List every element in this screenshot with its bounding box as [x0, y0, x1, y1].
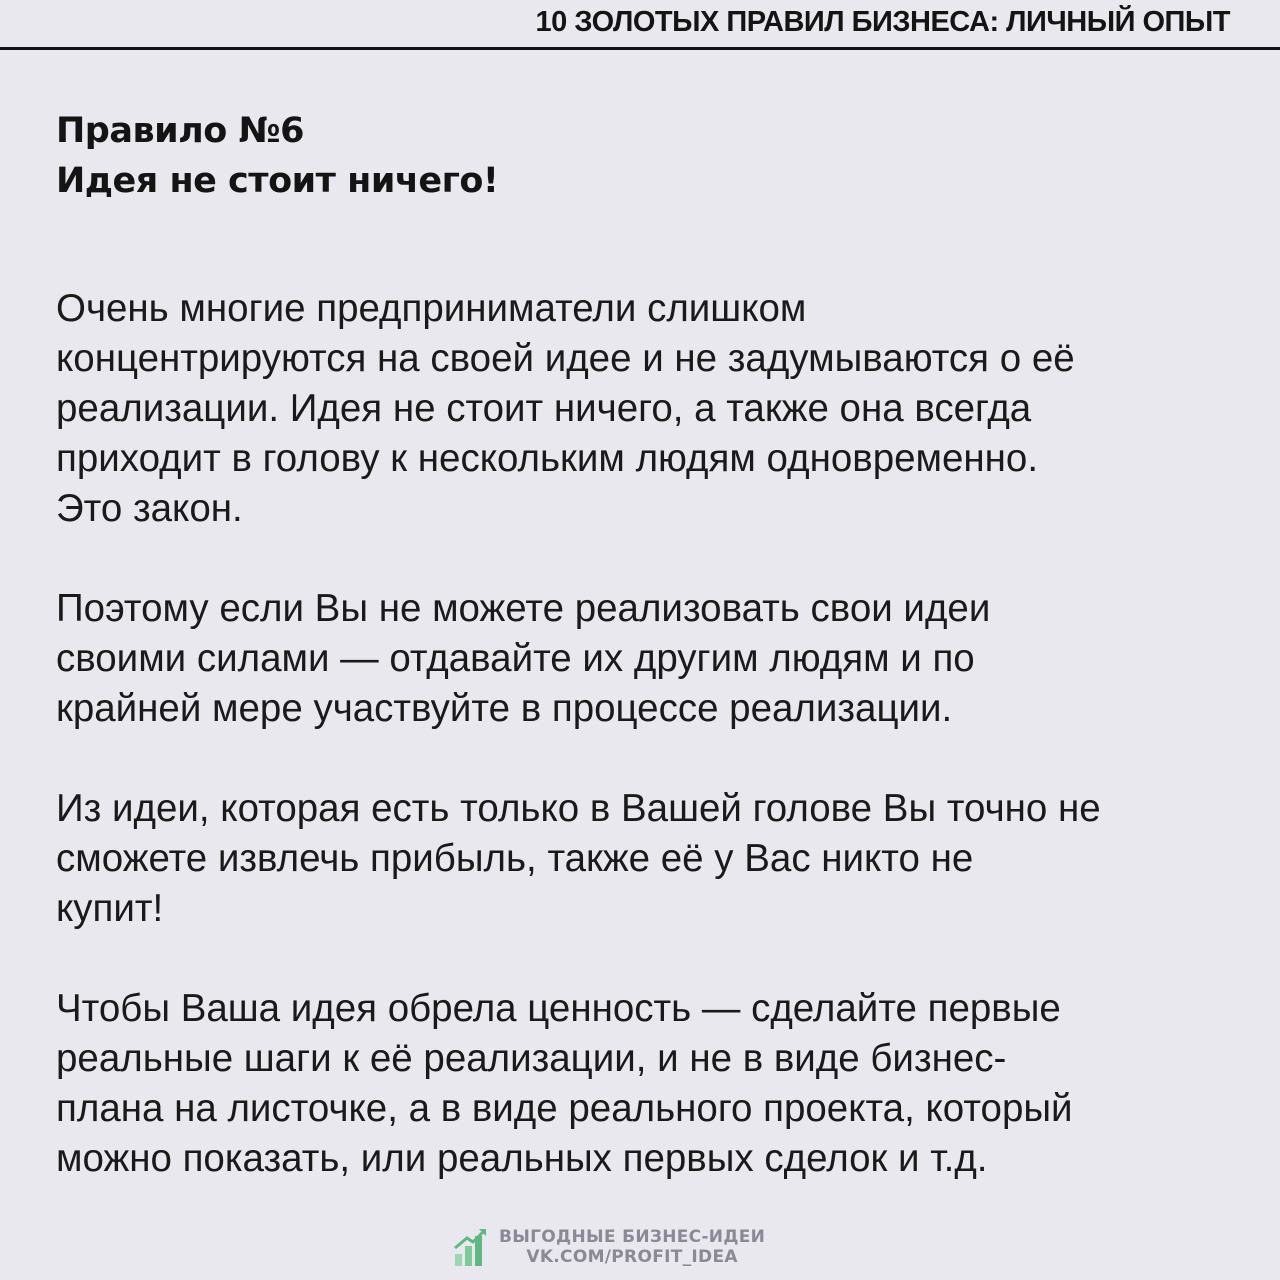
rule-number: Правило №6	[56, 111, 304, 151]
rule-title: Идея не стоит ничего!	[56, 161, 499, 201]
footer-brand	[453, 1226, 765, 1268]
footer-link[interactable]: VK.COM/PROFIT_IDEA	[526, 1247, 738, 1267]
growth-chart-icon	[453, 1226, 489, 1268]
footer-brand-name: ВЫГОДНЫЕ БИЗНЕС-ИДЕИ	[499, 1227, 766, 1247]
footer-text	[499, 1227, 765, 1267]
body-text	[56, 284, 1236, 1184]
paragraph-4: Чтобы Ваша идея обрела ценность — сделайте первые реальные шаги к её реализации, и не в виде бизнес- плана на листочке, а в виде реального проекта, который можно показать, или реальных первых сделок и т.д.	[56, 987, 1073, 1180]
paragraph-3: Из идеи, которая есть только в Вашей голове Вы точно не сможете извлечь прибыль, также её у Вас никто не купит!	[56, 787, 1101, 930]
paragraph-2: Поэтому если Вы не можете реализовать свои идеи своими силами — отдавайте их другим людям и по крайней мере участвуйте в процессе реализации.	[56, 587, 991, 730]
main-content	[56, 106, 1236, 1234]
header-title: 10 ЗОЛОТЫХ ПРАВИЛ БИЗНЕСА: ЛИЧНЫЙ ОПЫТ	[535, 6, 1230, 38]
paragraph-1: Очень многие предприниматели слишком концентрируются на своей идее и не задумываются о её реализации. Идея не стоит ничего, а также она всегда приходит в голову к нескольким людям одновременно. Это закон.	[56, 287, 1075, 530]
header-bar	[0, 0, 1280, 50]
